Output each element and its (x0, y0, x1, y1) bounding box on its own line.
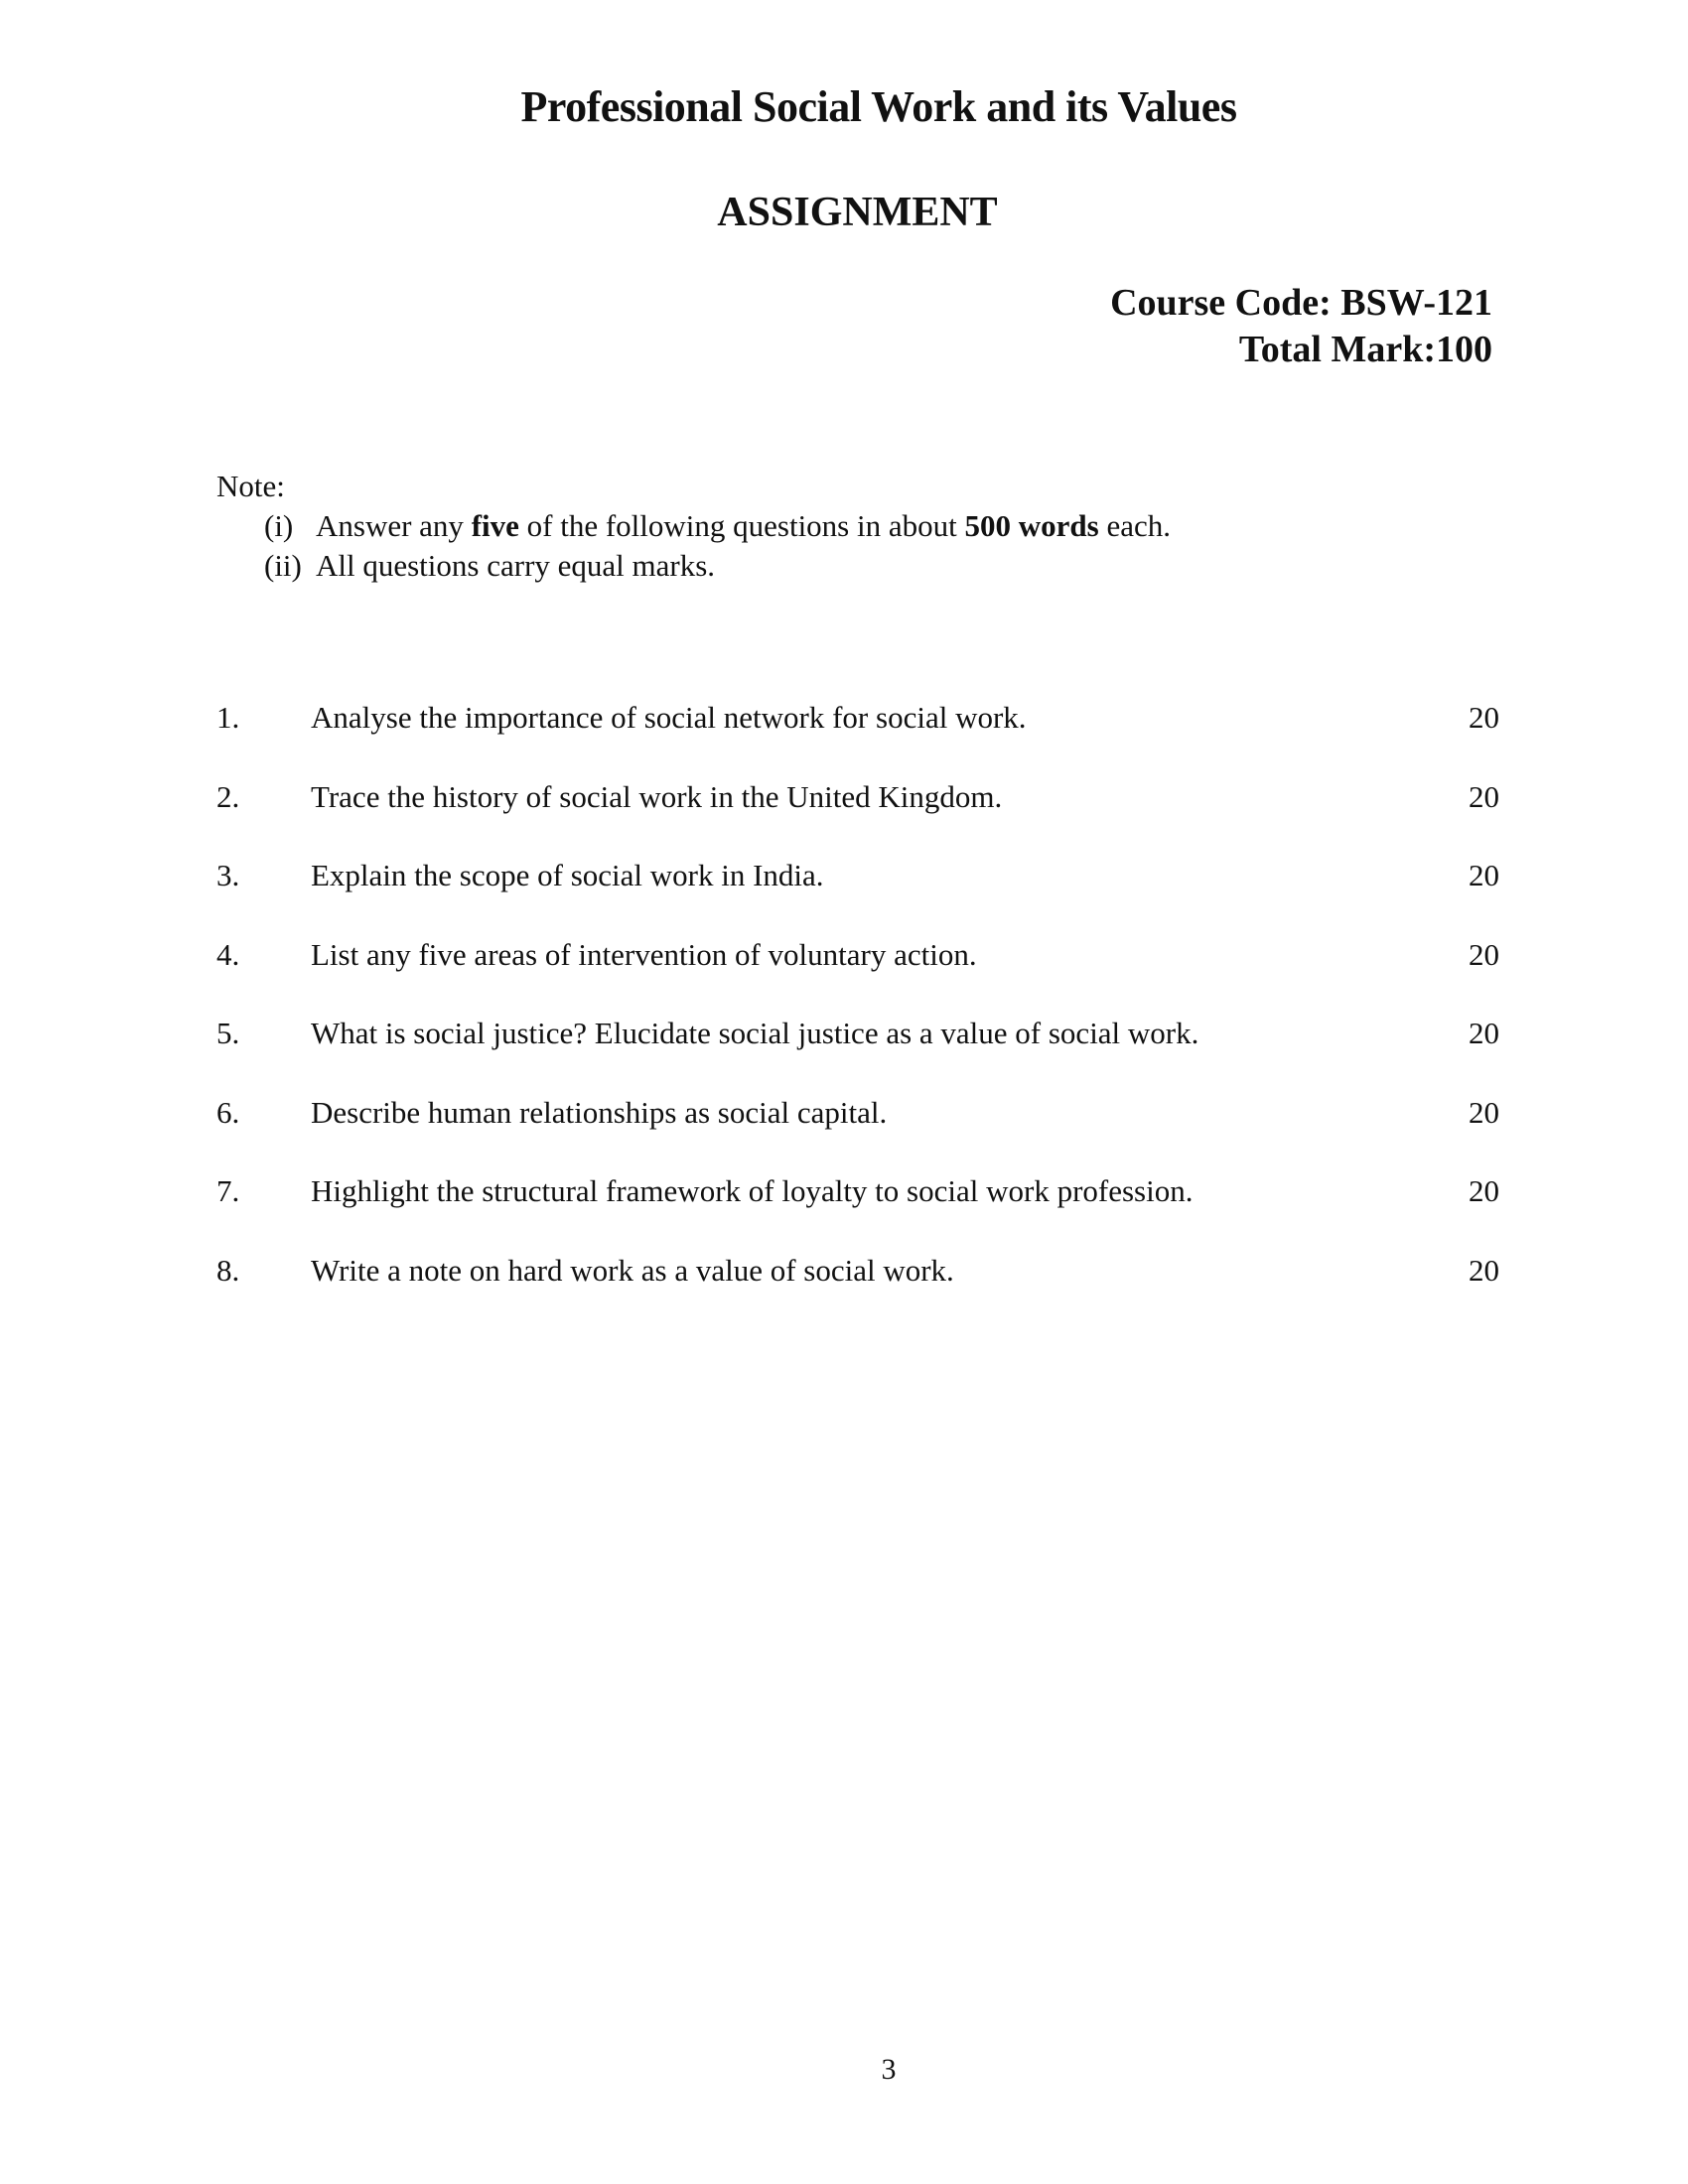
question-number: 7. (216, 1173, 240, 1208)
question-text: Describe human relationships as social capital. (311, 1094, 888, 1130)
question-marks: 20 (1469, 700, 1499, 735)
question-marks: 20 (1469, 1173, 1499, 1208)
question-row (216, 858, 1499, 937)
question-row (216, 1253, 1499, 1332)
question-number: 2. (216, 778, 240, 814)
question-row (216, 779, 1499, 859)
note-text-part: each. (1098, 508, 1171, 543)
question-text: Highlight the structural framework of loyalty to social work profession. (311, 1173, 1194, 1208)
note-text-part: of the following questions in about (518, 508, 965, 543)
note-item-1 (216, 506, 1171, 546)
question-text: What is social justice? Elucidate social justice as a value of social work. (311, 1016, 1199, 1050)
instructions-note (216, 467, 1171, 586)
question-text: Explain the scope of social work in India. (311, 858, 824, 892)
document-title: Professional Social Work and its Values (520, 82, 1237, 131)
course-meta (1110, 280, 1492, 373)
question-number: 5. (216, 1016, 240, 1050)
question-marks: 20 (1469, 778, 1499, 814)
note-text-emphasis: 500 words (964, 508, 1099, 543)
course-code: Course Code: BSW-121 (1110, 282, 1492, 324)
question-text: List any five areas of intervention of voluntary action. (311, 936, 977, 972)
question-number: 4. (216, 936, 240, 972)
note-label: Note: (216, 469, 285, 503)
question-text: Write a note on hard work as a value of social work. (311, 1252, 954, 1288)
question-marks: 20 (1469, 1016, 1499, 1050)
question-row (216, 1095, 1499, 1174)
question-marks: 20 (1469, 1094, 1499, 1130)
note-text (316, 506, 1171, 546)
total-mark: Total Mark:100 (1238, 329, 1492, 370)
question-row (216, 1173, 1499, 1253)
question-number: 8. (216, 1252, 240, 1288)
note-item-2 (216, 546, 1171, 586)
question-marks: 20 (1469, 1252, 1499, 1288)
question-text: Analyse the importance of social network for social work. (311, 700, 1027, 735)
question-number: 3. (216, 858, 240, 892)
question-number: 6. (216, 1094, 240, 1130)
note-text-part: Answer any (316, 508, 472, 543)
question-row (216, 1016, 1499, 1095)
question-marks: 20 (1469, 858, 1499, 892)
note-marker: (i) (264, 508, 294, 543)
note-text: All questions carry equal marks. (316, 548, 716, 583)
note-list (216, 506, 1171, 586)
assignment-heading: ASSIGNMENT (717, 190, 998, 235)
question-row (216, 937, 1499, 1017)
question-row (216, 700, 1499, 779)
note-marker: (ii) (264, 548, 302, 583)
question-number: 1. (216, 700, 240, 735)
note-text-emphasis: five (471, 508, 519, 543)
question-marks: 20 (1469, 936, 1499, 972)
page-number: 3 (881, 2053, 897, 2086)
question-text: Trace the history of social work in the United Kingdom. (311, 778, 1003, 814)
question-list (216, 700, 1499, 1331)
